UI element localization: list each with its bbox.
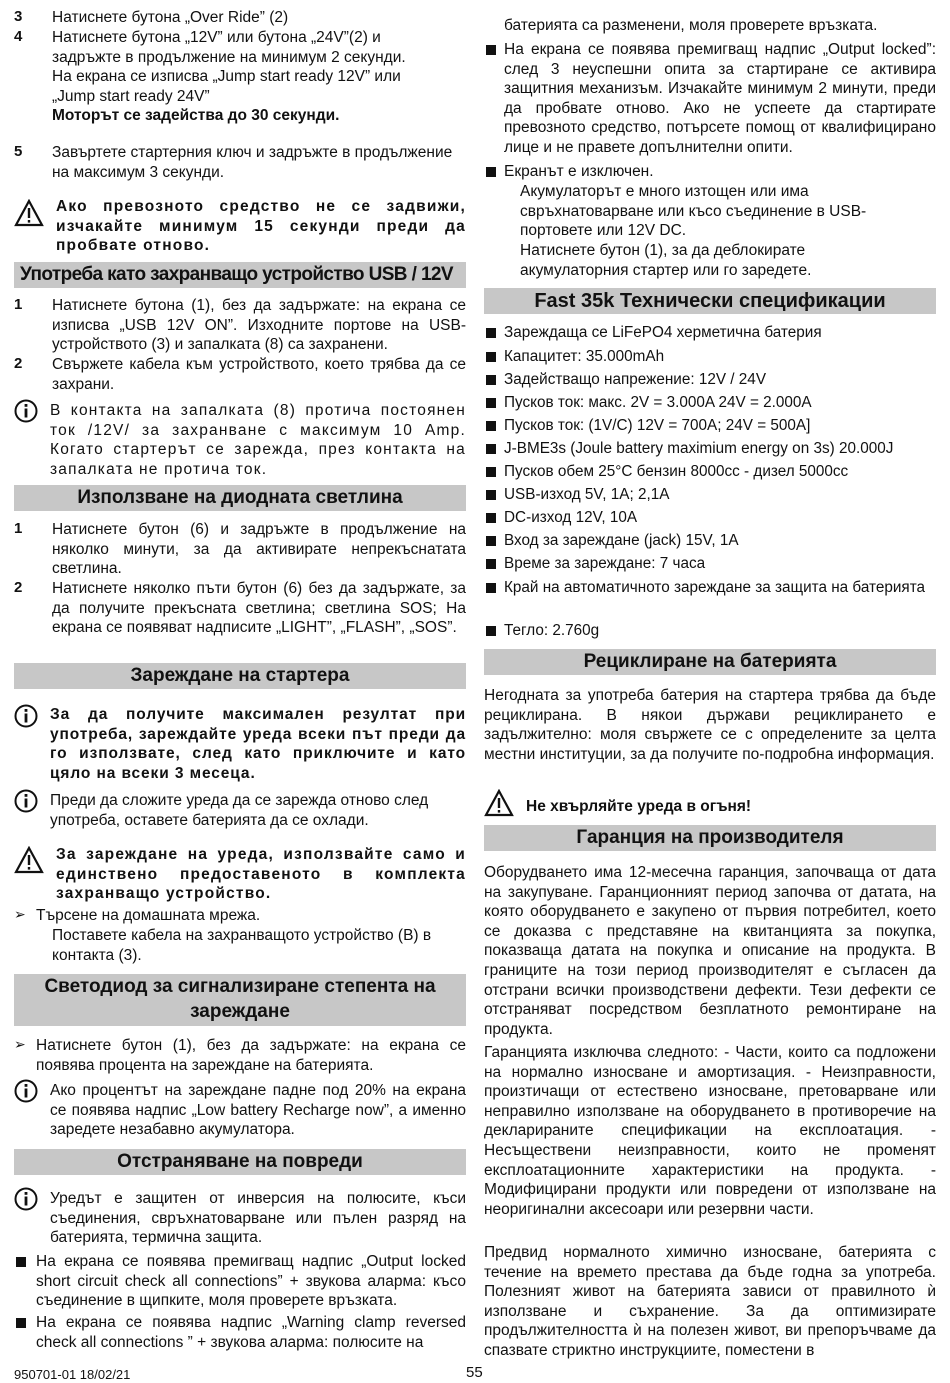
square-bullet-icon: [16, 1257, 26, 1267]
step-number: 4: [14, 28, 23, 45]
step-number: 1: [14, 520, 23, 537]
section-heading-recycle: Рециклиране на батерията: [484, 649, 936, 675]
arrow-item: Натиснете бутон (1), без да задържате: на екрана се появява процента на зареждане на батерията.: [36, 1037, 466, 1074]
info-icon: [14, 1187, 38, 1216]
square-bullet-icon: [486, 45, 496, 55]
square-bullet-icon: [486, 398, 496, 408]
step-text: Свържете кабела към устройството, което трябва да се захрани.: [52, 356, 466, 393]
page-number: 55: [466, 1364, 483, 1381]
info-icon: [14, 1079, 38, 1108]
square-bullet-icon: [486, 167, 496, 177]
warning-icon: [484, 789, 514, 822]
spec-item: Капацитет: 35.000mAh: [504, 348, 665, 365]
warning-icon: [14, 199, 44, 232]
bullet-item: На екрана се появява надпис „Warning clamp reversed check all connections ” + звукова аларма: полюсите на: [36, 1314, 466, 1351]
step-text: Натиснете няколко пъти бутон (6) без да задържате, за да получите прекъсната светлина; светлина SOS; На екрана се появяват надписите „LIGHT”, „FLASH”, „SOS”.: [52, 580, 466, 637]
spec-item: Задействащо напрежение: 12V / 24V: [504, 371, 767, 388]
heading-line: зареждане: [190, 1001, 290, 1022]
section-heading-usb: Употреба като захранващо устройство USB / 12V: [14, 262, 466, 288]
step-bold-note: Моторът се задейства до 30 секунди.: [52, 107, 340, 125]
step-line: задръжте в продължение на минимум 2 секунди.: [52, 48, 406, 66]
info-text: В контакта на запалката (8) протича постоянен ток /12V/ за захранване с максимум 10 Amp. Когато стартерът се зарежда, през контакта на запалката не протича ток.: [50, 402, 466, 478]
info-icon: [14, 789, 38, 818]
square-bullet-icon: [486, 352, 496, 362]
warranty-paragraph: Оборудването има 12-месечна гаранция, започваща от дата на закупуване. Гаранционният период започва от датата, на която оборудването е закупено от първия потребител, което се доказва с представяне на квитанцията за покупка, показваща датата на покупка и описание на продукта. В границите на този период производителят е съгласен да отстрани всички производствени дефекти. Тези дефекти се отстраняват посредством безплатното ремонтиране на продукта.: [484, 864, 936, 1038]
spec-item: Зареждаща се LiFePO4 херметична батерия: [504, 324, 822, 341]
square-bullet-icon: [486, 583, 496, 593]
square-bullet-icon: [486, 444, 496, 454]
square-bullet-icon: [486, 626, 496, 636]
spec-item: Вход за зареждане (jack) 15V, 1A: [504, 532, 739, 549]
info-text: Ако процентът на зареждане падне под 20% на екрана се появява надпис „Low battery Recharge now”, а именно заредете незабавно акумулатора.: [50, 1082, 466, 1139]
square-bullet-icon: [486, 421, 496, 431]
spec-item: Пусков обем 25°C бензин 8000cc - дизел 5000cc: [504, 463, 849, 480]
spec-item: Тегло: 2.760g: [504, 622, 600, 639]
section-heading-light: Използване на диодната светлина: [14, 485, 466, 511]
spec-item: USB-изход 5V, 1A; 2,1A: [504, 486, 670, 503]
warranty-paragraph: Гаранцията изключва следното: - Части, които са подложени на нормално износване и амортизация. - Неизправности, произтичащи от естествено износване, претоварване или неправилно използване на оборудването в противоречие на декларираните спецификации на експлоатация. - Несъществени неизправности, които не променят експлоатационните характеристики на продукта. - Модифицирани продукти или повредени от използване на неоригинални аксесоари или резервни части.: [484, 1044, 936, 1218]
section-heading-charge: Зареждане на стартера: [14, 663, 466, 689]
recycle-text: Негодната за употреба батерия на стартера трябва да бъде рециклирана. В някои държави рециклирането е задължително: моля свържете се с определените за целта местни институции, за да получите по-подробна информация.: [484, 687, 936, 763]
document-code: 950701-01 18/02/21: [14, 1367, 131, 1382]
info-text-bold: За да получите максимален резултат при употреба, зареждайте уреда всеки път преди да го използвате, след като приключите и като цяло на всеки 3 месеца.: [50, 706, 466, 782]
section-heading-specs: Fast 35k Технически спецификации: [484, 288, 936, 314]
bullet-sub-text: Натиснете бутон (1), за да деблокирате акумулаторния стартер или го заредете.: [520, 242, 812, 279]
step-number: 2: [14, 355, 23, 372]
step-text: [52, 28, 466, 126]
continued-text: батерията са разменени, моля проверете връзката.: [504, 17, 878, 34]
square-bullet-icon: [486, 328, 496, 338]
spec-item: Време за зареждане: 7 часа: [504, 555, 706, 572]
heading-line: Светодиод за сигнализиране степента на: [44, 976, 436, 997]
step-number: 5: [14, 143, 23, 160]
fire-warning-text: Не хвърляйте уреда в огъня!: [526, 798, 752, 815]
step-text: Натиснете бутона (1), без да задържате: на екрана се изписва „USB 12V ON”. Изходните портове на USB-устройството (3) и запалката (8) са захранени.: [52, 297, 466, 354]
step-number: 3: [14, 8, 23, 25]
warning-text: Ако превозното средство не се задвижи, изчакайте минимум 15 секунди преди да пробвате отново.: [56, 198, 466, 255]
info-icon: [14, 399, 38, 428]
section-heading-fault: Отстраняване на повреди: [14, 1149, 466, 1175]
square-bullet-icon: [486, 513, 496, 523]
step-text: Натиснете бутон (6) и задръжте в продължение на няколко минути, за да активирате непрекъснатата светлина.: [52, 521, 466, 578]
warning-text: За зареждане на уреда, използвайте само и единствено предоставеното в комплекта захранващо устройство.: [56, 846, 466, 903]
arrow-bullet-icon: ➢: [14, 1036, 26, 1052]
arrow-bullet-icon: ➢: [14, 906, 26, 922]
info-text: Уредът е защитен от инверсия на полюсите, къси съединения, свръхнатоварване или пълен разряд на батерията, термична защита.: [50, 1190, 466, 1247]
spec-item: J-BME3s (Joule battery maximium energy on 3s) 20.000J: [504, 440, 894, 457]
spec-item: Пусков ток: макс. 2V = 3.000A 24V = 2.000A: [504, 394, 812, 411]
square-bullet-icon: [486, 467, 496, 477]
bullet-item: Екранът е изключен.: [504, 163, 654, 180]
step-line: Натиснете бутона „12V” или бутона „24V”(2) и: [52, 29, 381, 46]
info-icon: [14, 704, 38, 733]
square-bullet-icon: [486, 490, 496, 500]
bullet-item: На екрана се появява премигващ надпис „Output locked”: след 3 неуспешни опита за стартиране се активира защитния механизъм. Изчакайте минимум 2 минути, преди да пробвате отново. Ако не успеете да стартирате превозното средство, потърсете помощ от квалифицирано лице и не правете допълнителни опити.: [504, 41, 936, 156]
step-text: Завъртете стартерния ключ и задръжте в продължение на максимум 3 секунди.: [52, 144, 453, 181]
section-heading-led: [14, 974, 466, 1026]
warning-icon: [14, 846, 44, 879]
spec-item: DC-изход 12V, 10A: [504, 509, 638, 526]
square-bullet-icon: [486, 559, 496, 569]
bullet-sub-text: Акумулаторът е много изтощен или има свръхнатоварване или късо съединение в USB-портовете или 12V DC.: [520, 183, 867, 240]
step-number: 1: [14, 296, 23, 313]
square-bullet-icon: [486, 375, 496, 385]
warranty-paragraph: Предвид нормалното химично износване, батерията с течение на времето престава да бъде годна за употреба. Полезният живот на батерията зависи от правилното ѝ използване и съхранение. За да оптимизирате продължителността ѝ на полезен живот, ви препоръчваме да спазвате стриктно инструкциите, поместени в: [484, 1244, 936, 1359]
spec-item: Край на автоматичното зареждане за защита на батерията: [504, 579, 926, 596]
step-line: На екрана се изписва „Jump start ready 12V” или: [52, 68, 401, 86]
square-bullet-icon: [16, 1318, 26, 1328]
arrow-item: Търсене на домашната мрежа.: [36, 907, 261, 924]
spec-item: Пусков ток: (1V/C) 12V = 700A; 24V = 500A]: [504, 417, 811, 434]
step-number: 2: [14, 579, 23, 596]
section-heading-warranty: Гаранция на производителя: [484, 825, 936, 851]
square-bullet-icon: [486, 536, 496, 546]
step-line: „Jump start ready 24V”: [52, 87, 210, 105]
info-text: Преди да сложите уреда да се зарежда отново след употреба, оставете батерията да се охлади.: [50, 792, 429, 829]
step-text: Натиснете бутона „Over Ride” (2): [52, 9, 289, 26]
arrow-item-sub: Поставете кабела на захранващото устройство (B) в контакта (3).: [52, 927, 432, 964]
bullet-item: На екрана се появява премигващ надпис „Output locked short circuit check all connections” + звукова аларма: късо съединение в щипките, моля проверете връзката.: [36, 1253, 466, 1310]
